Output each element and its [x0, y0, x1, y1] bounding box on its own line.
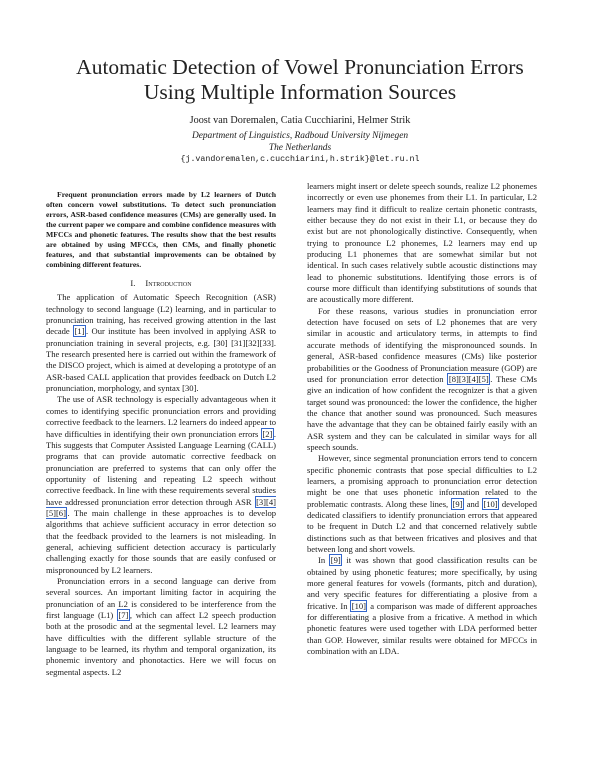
text-run: it was shown that good classification results can be obtained by using phonetic features; more specifically, by using more general features for vowels (formants, pitch and duration), and very specific features for differentiating a plosive from a fricative. In [307, 555, 537, 611]
paragraph: learners might insert or delete speech sounds, realize L2 phonemes incorrectly or even use phonemes from their L1. In particular, L2 learners may find it difficult to realize certain phonetic contrasts, either because they do not exist in their L1, or because they do exist but are not phonologically distinctive. Consequently, when trying to pronounce L2 phonemes, L2 learners may end up producing L1 phonemes that are somewhat similar but not identical. In such cases relatively subtle acoustic distinctions may lead to phonemic substitutions. Identifying those errors is of course more difficult than identifying substitutions of sounds that are acoustically more different. [307, 181, 537, 305]
title-line-1: Automatic Detection of Vowel Pronunciation Errors [76, 55, 524, 79]
affiliation-line-1: Department of Linguistics, Radboud University Nijmegen [191, 131, 409, 141]
text-run: For these reasons, various studies in pronunciation error detection have focused on sets of L2 phonemes that are very similar in acoustic and articulatory terms, in attempts to find accurate methods of identifying the mispronounced sounds. In general, ASR-based confidence measures (CMs) like posterior probabilities or the Goodness of Pronunciation measure (GOP) are used for pronunciation error detection [307, 305, 537, 384]
citation-link[interactable]: [8][3][4][5] [448, 373, 489, 384]
citation-link[interactable]: [10] [483, 498, 498, 509]
left-column [46, 190, 276, 678]
paragraph [46, 576, 276, 678]
affiliation-line-2: The Netherlands [268, 142, 332, 153]
text-run: . The main challenge in these approaches is to develop algorithms that achieve sufficient accuracy in error detection so that the feedback provided to the learners is not misleading. In general, achieving sufficient detection accuracy is particularly challenging exactly for those sounds that are easily confused or mispronounced by L2 learners. [46, 507, 276, 575]
paragraph [307, 453, 537, 555]
text-run: . Our institute has been involved in applying ASR to pronunciation training in several projects, e.g. [30] [31][32][33]. The research presented here is carried out within the framework of the DISCO project, which is aimed at developing a prototype of an ASR-based CALL application that provides feedback on Dutch L2 pronunciation, morphology, and syntax [30]. [46, 326, 276, 394]
text-run: . These CMs give an indication of how confident the recognizer is that a given target sound was pronounced: the lower the confidence, the higher the chance that another sound was pronounced. Such measures have the advantage that they can be obtained fairly easily with an ASR system and they can be calculated in similar ways for all speech sounds. [307, 373, 537, 452]
citation-link[interactable]: [9] [452, 498, 463, 509]
citation-link[interactable]: [2] [262, 428, 273, 439]
text-run: However, since segmental pronunciation errors tend to concern specific phonemic contrasts that pose special difficulties to L2 learners, a promising approach to pronunciation error detection might be one that uses phonetic information related to the problematic contrasts. Along these lines, [307, 453, 537, 509]
citation-link[interactable]: [1] [74, 326, 85, 337]
affiliation [0, 131, 600, 154]
text-run: developed dedicated classifiers to identify pronunciation errors that appeared to be frequent in Dutch L2 and that concerned relatively subtle distinctions such as that between fricatives and plosives and that between long and short vowels. [307, 498, 537, 554]
section-heading-introduction [46, 278, 276, 289]
abstract: Frequent pronunciation errors made by L2 learners of Dutch often concern vowel substitutions. To detect such pronunciation errors, ASR-based confidence measures (CMs) are generally used. In the current paper we compare and combine confidence measures with MFCCs and phonetic features. The results show that the best results are obtained by using MFCCs, then CMs, and finally phonetic features, and that substantial improvements can be obtained by combining different features. [46, 190, 276, 270]
section-title: Introduction [145, 278, 192, 289]
text-run: , which can affect L2 speech production both at the prosodic and at the segmental level. L2 learners may have difficulties with the different syllable structure of the language to be learned, its rhythm and temporal organization, its phonemic inventory and phonotactics. Here we will focus on segmental aspects. L2 [46, 610, 276, 677]
section-number: I. [130, 278, 136, 289]
citation-link[interactable]: [9] [330, 555, 341, 566]
right-column [307, 181, 537, 657]
paragraph [46, 394, 276, 576]
text-run: and [463, 498, 482, 509]
title-line-2: Using Multiple Information Sources [143, 80, 457, 104]
citation-link[interactable]: [7] [118, 610, 129, 620]
paragraph [307, 555, 537, 657]
citation-link[interactable]: [10] [351, 600, 366, 611]
text-run: Pronunciation errors in a second language can derive from several sources. An important limiting factor in acquiring the pronunciation of an L2 is considered to be interference from the first language (L1) [46, 575, 276, 620]
text-run: The application of Automatic Speech Recognition (ASR) technology to second language (L2) learning, and in particular to pronunciation training, has received growing attention in the last decade [46, 292, 276, 337]
citation-link[interactable]: [3][4][5][6] [46, 496, 276, 518]
paper-title [40, 55, 560, 105]
paragraph [307, 306, 537, 453]
author-emails: {j.vandoremalen,c.cucchiarini,h.strik}@let.ru.nl [180, 155, 420, 164]
text-run: a comparison was made of different approaches for differentiating a plosive from a fricative. A method in which phonetic features were used together with LDA performed better than GOP. However, similar results were obtained for MFCCs in combination with an LDA. [307, 600, 537, 657]
paragraph [46, 292, 276, 394]
text-run: The use of ASR technology is especially advantageous when it comes to identifying specific pronunciation errors and providing corrective feedback to the learners. L2 learners do indeed appear to have difficulties in identifying their own pronunciation errors [46, 394, 276, 439]
text-run: . This suggests that Computer Assisted Language Learning (CALL) programs that can provide automatic corrective feedback on pronunciation are preferred to systems that can only offer the opportunity of listening and repeating L2 speech without corrective feedback. In line with these requirements several studies have addressed pronunciation error detection through ASR [46, 428, 276, 507]
author-list: Joost van Doremalen, Catia Cucchiarini, Helmer Strik [189, 115, 411, 126]
text-run: In [318, 555, 330, 566]
